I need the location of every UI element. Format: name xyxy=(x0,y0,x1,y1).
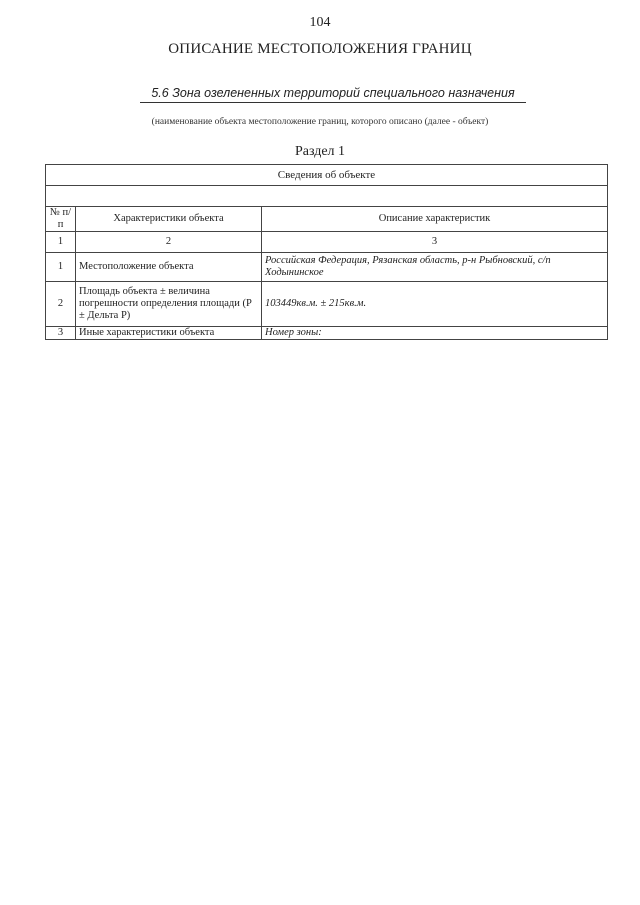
object-name: 5.6 Зона озелененных территорий специального назначения xyxy=(140,86,526,103)
page-number: 104 xyxy=(309,15,331,30)
table-row xyxy=(46,282,608,327)
row-characteristic: Местоположение объекта xyxy=(76,253,262,282)
column-index-row xyxy=(46,232,608,253)
document-title: ОПИСАНИЕ МЕСТОПОЛОЖЕНИЯ ГРАНИЦ xyxy=(168,41,472,57)
table-row xyxy=(46,253,608,282)
column-index-1: 1 xyxy=(46,232,76,253)
table-empty-row xyxy=(46,186,608,207)
table-row xyxy=(46,327,608,340)
row-description: 103449кв.м. ± 215кв.м. xyxy=(262,282,608,327)
column-header-number: № п/п xyxy=(46,207,76,232)
table-header: Сведения об объекте xyxy=(46,165,608,186)
object-info-table xyxy=(45,164,608,340)
column-index-2: 2 xyxy=(76,232,262,253)
column-header-description: Описание характеристик xyxy=(262,207,608,232)
table-header-row xyxy=(46,165,608,186)
object-name-caption: (наименование объекта местоположение границ, которого описано (далее - объект) xyxy=(151,117,489,127)
row-number: 3 xyxy=(46,327,76,340)
section-title: Раздел 1 xyxy=(294,144,346,159)
column-header-row xyxy=(46,207,608,232)
row-description: Российская Федерация, Рязанская область, р-н Рыбновский, с/п Ходынинское xyxy=(262,253,608,282)
column-header-characteristic: Характеристики объекта xyxy=(76,207,262,232)
row-characteristic: Площадь объекта ± величина погрешности определения площади (Р ± Дельта Р) xyxy=(76,282,262,327)
row-description: Номер зоны: xyxy=(262,327,608,340)
row-number: 1 xyxy=(46,253,76,282)
row-number: 2 xyxy=(46,282,76,327)
column-index-3: 3 xyxy=(262,232,608,253)
row-characteristic: Иные характеристики объекта xyxy=(76,327,262,340)
table-empty-cell xyxy=(46,186,608,207)
